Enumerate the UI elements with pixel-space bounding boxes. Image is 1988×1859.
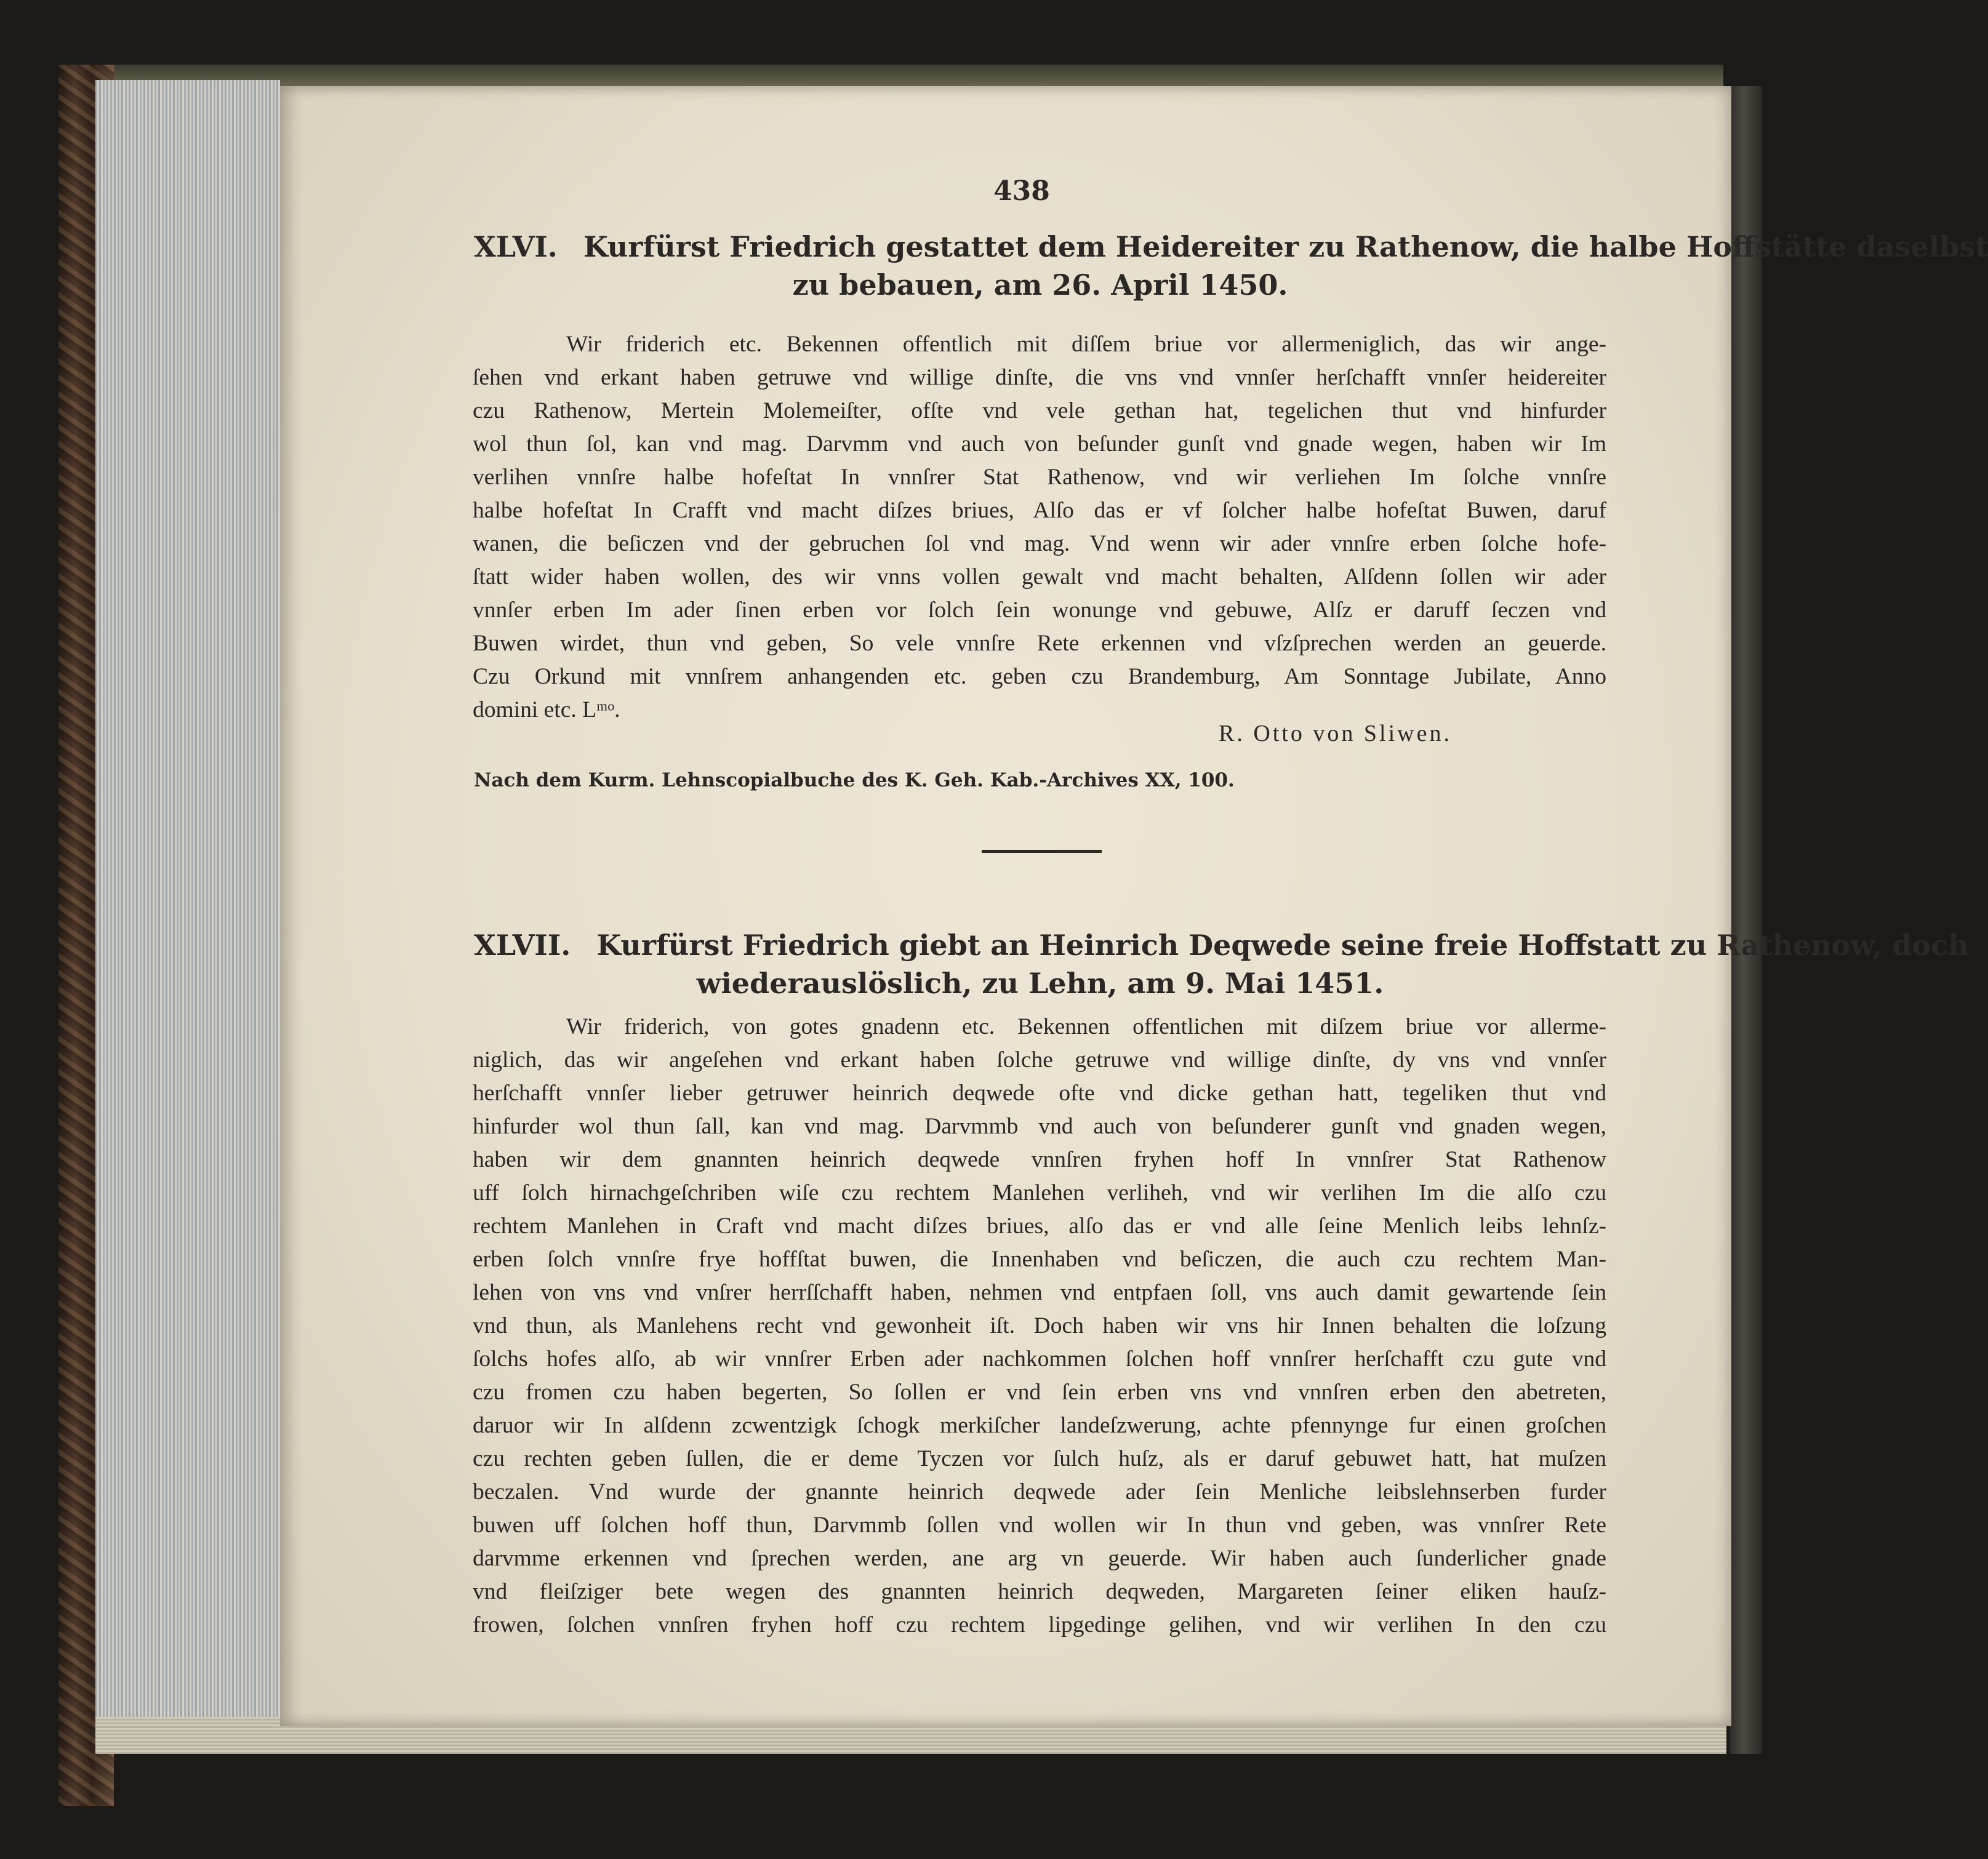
body-line: lehen von vns vnd vnſrer herrſſchafft haben, nehmen vnd entpfaen ſoll, vns auch damit gewartende ſein bbox=[473, 1280, 1606, 1305]
body-line: rechtem Manlehen in Craft vnd macht diſzes briues, alſo das er vnd alle ſeine Menlich leibs lehnſz- bbox=[473, 1213, 1606, 1239]
body-line: halbe hofeſtat In Crafft vnd macht diſzes briues, Alſo das er vf ſolcher halbe hofeſtat Buwen, daruf bbox=[473, 498, 1606, 523]
section-title-line-2: zu bebauen, am 26. April 1450. bbox=[792, 268, 1288, 302]
section-title-line-1: Kurfürst Friedrich giebt an Heinrich Deqwede seine freie Hoffstatt zu Rathenow, doch bbox=[596, 929, 1969, 962]
body-line: Buwen wirdet, thun vnd geben, So vele vnnſre Rete erkennen vnd vſzſprechen werden an geuerde. bbox=[473, 631, 1606, 656]
body-line: Wir friderich etc. Bekennen offentlich mit diſſem briue vor allermeniglich, das wir ange- bbox=[566, 332, 1606, 357]
body-line: daruor wir In alſdenn zcwentzigk ſchogk merkiſcher landeſzwerung, achte pfennynge fur einen groſchen bbox=[473, 1413, 1606, 1438]
body-line: vnnſer erben Im ader ſinen erben vor ſolch ſein wonunge vnd gebuwe, Alſz er daruff ſeczen vnd bbox=[473, 598, 1606, 623]
body-line: vnd thun, als Manlehens recht vnd gewonheit iſt. Doch haben wir vns hir Innen behalten die loſzung bbox=[473, 1313, 1606, 1338]
facing-page-edge bbox=[1729, 86, 1762, 1754]
section-body-xlvi bbox=[473, 328, 1606, 727]
section-title-line-2: wiederauslöslich, zu Lehn, am 9. Mai 1451. bbox=[696, 967, 1384, 1000]
body-line: haben wir dem gnannten heinrich deqwede vnnſren fryhen hoff In vnnſrer Stat Rathenow bbox=[473, 1147, 1606, 1172]
body-line: ſehen vnd erkant haben getruwe vnd willige dinſte, die vns vnd vnnſer herſchafft vnnſer heidereiter bbox=[473, 365, 1606, 390]
section-title-line-1: Kurfürst Friedrich gestattet dem Heidereiter zu Rathenow, die halbe Hoffstätte daselbst bbox=[583, 230, 1988, 263]
body-line: uff ſolch hirnachgeſchriben wiſe czu rechtem Manlehen verliheh, vnd wir verlihen Im die alſo czu bbox=[473, 1180, 1606, 1205]
body-line: erben ſolch vnnſre frye hoffſtat buwen, die Innenhaben vnd beſiczen, die auch czu rechtem Man- bbox=[473, 1247, 1606, 1272]
page-edges bbox=[95, 80, 280, 1745]
body-line: hinfurder wol thun ſall, kan vnd mag. Darvmmb vnd auch von beſunderer gunſt vnd gnaden wegen, bbox=[473, 1114, 1606, 1139]
body-line: herſchafft vnnſer lieber getruwer heinrich deqwede ofte vnd dicke gethan hatt, tegeliken thut vnd bbox=[473, 1081, 1606, 1106]
body-line: frowen, ſolchen vnnſren fryhen hoff czu rechtem lipgedinge gelihen, vnd wir verlihen In den czu bbox=[473, 1612, 1606, 1637]
body-line: beczalen. Vnd wurde der gnannte heinrich deqwede ader ſein Menliche leibslehnserben furder bbox=[473, 1479, 1606, 1505]
section-heading-xlvi bbox=[474, 228, 1988, 304]
book-cover-top bbox=[62, 65, 1723, 89]
body-line: wanen, die beſiczen vnd der gebruchen ſol vnd mag. Vnd wenn wir ader vnnſre erben ſolche hofe- bbox=[473, 531, 1606, 556]
source-citation: Nach dem Kurm. Lehnscopialbuche des K. Geh. Kab.-Archives XX, 100. bbox=[474, 769, 1235, 791]
section-divider bbox=[982, 850, 1102, 853]
body-line: verlihen vnnſre halbe hofeſtat In vnnſrer Stat Rathenow, vnd wir verliehen Im ſolche vnnſre bbox=[473, 465, 1606, 490]
body-line: ſtatt wider haben wollen, des wir vnns vollen gewalt vnd macht behalten, Alſdenn ſollen wir ader bbox=[473, 564, 1606, 590]
section-body-xlvii bbox=[473, 1010, 1606, 1642]
body-line: niglich, das wir angeſehen vnd erkant haben ſolche getruwe vnd willige dinſte, dy vns vnd vnnſer bbox=[473, 1047, 1606, 1073]
signature: R. Otto von Sliwen. bbox=[1219, 721, 1452, 746]
section-number: XLVII. bbox=[474, 929, 571, 962]
body-line: czu fromen czu haben begerten, So ſollen er vnd ſein erben vns vnd vnnſren erben den abetreten, bbox=[473, 1380, 1606, 1405]
body-line: czu Rathenow, Mertein Molemeiſter, ofſte vnd vele gethan hat, tegelichen thut vnd hinfurder bbox=[473, 398, 1606, 423]
section-number: XLVI. bbox=[474, 230, 558, 263]
section-heading-xlvii bbox=[474, 926, 1969, 1002]
body-line: wol thun ſol, kan vnd mag. Darvmm vnd auch von beſunder gunſt vnd gnade wegen, haben wir Im bbox=[473, 431, 1606, 457]
body-line: Czu Orkund mit vnnſrem anhangenden etc. geben czu Brandemburg, Am Sonntage Jubilate, Anno bbox=[473, 664, 1606, 689]
page-number: 438 bbox=[993, 175, 1050, 207]
body-line: czu rechten geben ſullen, die er deme Tyczen vor ſulch huſz, als er daruf gebuwet hatt, hat muſzen bbox=[473, 1446, 1606, 1471]
body-line: vnd fleiſziger bete wegen des gnannten heinrich deqweden, Margareten ſeiner eliken hauſz- bbox=[473, 1579, 1606, 1604]
body-line: domini etc. Lᵐᵒ. bbox=[473, 697, 620, 722]
body-line: buwen uff ſolchen hoff thun, Darvmmb ſollen vnd wollen wir In thun vnd geben, was vnnſrer Rete bbox=[473, 1513, 1606, 1538]
body-line: Wir friderich, von gotes gnadenn etc. Bekennen offentlichen mit diſzem briue vor allerme- bbox=[566, 1014, 1606, 1039]
body-line: darvmme erkennen vnd ſprechen werden, ane arg vn geuerde. Wir haben auch ſunderlicher gnade bbox=[473, 1546, 1606, 1571]
body-line: ſolchs hofes alſo, ab wir vnnſrer Erben ader nachkommen ſolchen hoff vnnſrer herſchafft czu gute vnd bbox=[473, 1346, 1606, 1372]
